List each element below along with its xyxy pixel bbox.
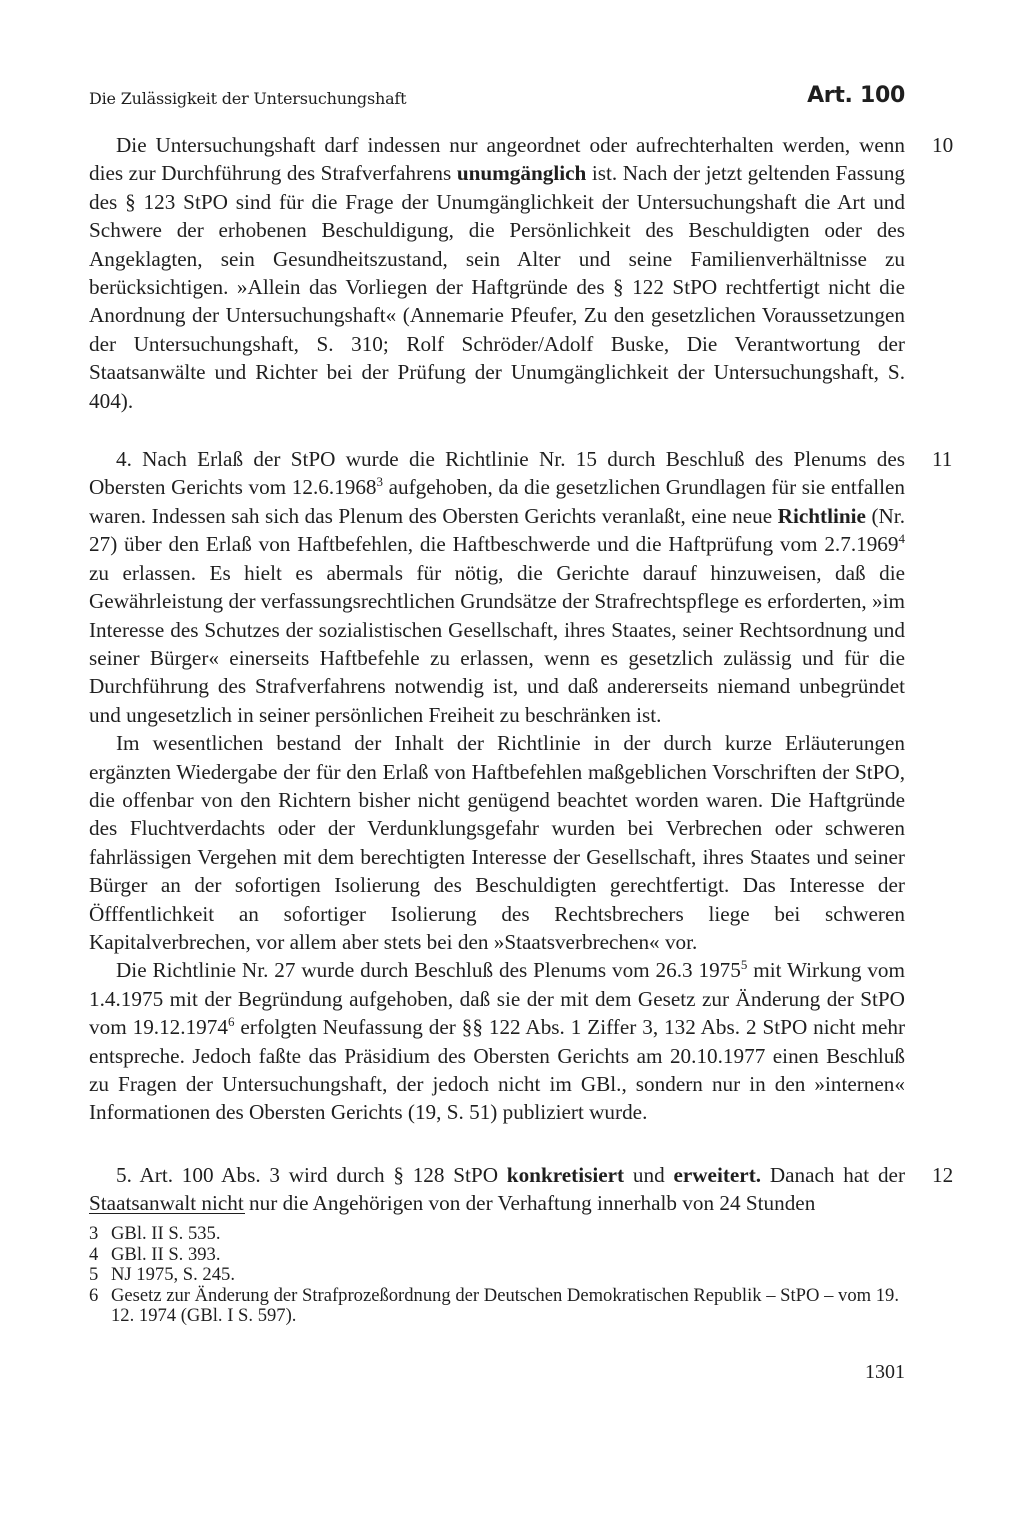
paragraph [89,956,905,1126]
footnote-number: 4 [89,1243,99,1265]
footnote-reference: 3 [376,474,384,490]
text-run: aufgehoben, da die gesetzlichen Grundlagen für sie entfallen waren. Indessen sah sich das Plenum des Obersten Gerichts veranlaßt, eine neue [89,475,905,528]
text-run: erfolgten Neufassung der §§ 122 Abs. 1 Ziffer 3, 132 Abs. 2 StPO nicht mehr entspreche. Jedoch faßte das Präsidium des Obersten Gerichts am 20.10.1977 einen Beschluß zu Fragen der Untersuchungshaft, der jedoch nicht im GBl., sondern nur in den »internen« Informationen des Obersten Gerichts (19, S. 51) publiziert wurde. [89,1015,906,1125]
paragraph [89,445,953,729]
text-run: zu erlassen. Es hielt es abermals für nötig, die Gerichte darauf hinzuweisen, daß die Gewährleistung der verfassungsrechtlichen Grundsätze der Strafrechtspflege es erforderten, »im Interesse des Schutzes der sozialistischen Gesellschaft, ihres Staates, seiner Rechtsordnung und seiner Bürger« einerseits Haftbefehle zu erlassen, wenn es gesetzlich zulässig und für die Durchführung des Strafverfahrens notwendig ist, und daß andererseits niemand unbegründet und ungesetzlich in seiner persönlichen Freiheit zu beschränken ist. [89,560,905,727]
footnote-reference: 6 [227,1014,235,1030]
footnote-number: 5 [89,1264,99,1286]
footnote [89,1265,905,1286]
footnote [89,1245,905,1266]
footnote [89,1286,905,1327]
margin-number: 10 [932,133,954,157]
footnote-reference: 4 [898,531,905,547]
footnote-number: 6 [89,1284,99,1306]
paragraph [89,729,905,956]
body-text [89,131,954,1218]
footnote-text: NJ 1975, S. 245. [111,1264,235,1286]
running-head-title: Die Zulässigkeit der Untersuchungshaft [89,89,407,108]
paragraph [89,131,954,415]
text-run: Die Untersuchungshaft darf indessen nur angeordnet oder aufrechterhalten werden, wenn dies zur Durchführung des Strafverfahrens [89,133,905,186]
emphasized-term: konkretisiert [506,1162,625,1187]
text-run: (Nr. 27) über den Erlaß von Haftbefehlen, die Haftbeschwerde und die Haftprüfung vom 2.7.1969 [89,503,905,557]
text-run: Danach hat der Staatsanwalt nicht nur die Angehörigen von der Verhaftung innerhalb von 24 Stunden [89,1162,906,1216]
margin-number: 12 [932,1162,954,1187]
footnote [89,1224,905,1245]
paragraph [89,1161,954,1218]
footnotes [89,1224,905,1327]
footnote-reference: 5 [740,957,748,973]
text-run: Im wesentlichen bestand der Inhalt der Richtlinie in der durch kurze Erläuterungen ergänzten Wiedergabe der für den Erlaß von Haftbefehlen maßgeblichen Vorschriften der StPO, die offenbar von den Richtern bisher nicht genügend beachtet worden waren. Die Haftgründe des Fluchtverdachts oder der Verdunklungsgefahr wurden bei Verbrechen oder schweren fahrlässigen Vergehen mit dem berechtigten Interesse der Gesellschaft, ihres Staates und seiner Bürger an der sofortigen Isolierung des Beschuldigten gerechtfertigt. Das Interesse der Öfffentlichkeit an sofortiger Isolierung des Rechtsbrechers liege bei schweren Kapitalverbrechen, vor allem aber stets bei den »Staatsverbrechen« vor. [89,731,905,954]
running-header [89,83,905,119]
footnote-text: Gesetz zur Änderung der Strafprozeßordnung der Deutschen Demokratischen Republik – StPO – vom 19. 12. 1974 (GBl. I S. 597). [111,1284,899,1327]
text-run: ist. Nach der jetzt geltenden Fassung des § 123 StPO sind für die Frage der Unumgänglichkeit der Untersuchungshaft die Art und Schwere der erhobenen Beschuldigung, die Persönlichkeit des Beschuldigten oder des Angeklagten, sein Gesundheitszustand, sein Alter und seine Familienverhältnisse zu berücksichtigen. »Allein das Vorliegen der Haftgründe des § 122 StPO rechtfertigt nicht die Anordnung der Untersuchungshaft« (Annemarie Pfeufer, Zu den gesetzlichen Voraussetzungen der Untersuchungshaft, S. 310; Rolf Schröder/Adolf Buske, Die Verantwortung der Staatsanwälte und Richter bei der Prüfung der Unumgänglichkeit der Untersuchungshaft, S. 404). [89,161,906,413]
text-run: Die Richtlinie Nr. 27 wurde durch Beschluß des Plenums vom 26.3 1975 [116,958,741,983]
footnote-number: 3 [89,1223,99,1244]
footnote-separator [89,1213,245,1214]
text-run: 5. Art. 100 Abs. 3 wird durch § 128 StPO [116,1162,507,1187]
emphasized-term: unumgänglich [456,161,587,186]
running-head-article: Art. 100 [807,83,905,108]
emphasized-term: erweitert. [673,1162,762,1187]
footnote-text: GBl. II S. 535. [111,1223,221,1244]
text-run: mit Wirkung vom 1.4.1975 mit der Begründung aufgehoben, daß sie der mit dem Gesetz zur Änderung der StPO vom 19.12.1974 [89,958,905,1040]
page-number: 1301 [865,1361,905,1383]
footnote-text: GBl. II S. 393. [111,1243,221,1265]
margin-number: 11 [932,447,953,472]
text-run: und [624,1162,674,1187]
text-run: 4. Nach Erlaß der StPO wurde die Richtlinie Nr. 15 durch Beschluß des Plenums des Obersten Gerichts vom 12.6.1968 [89,447,905,500]
emphasized-term: Richtlinie [777,503,866,528]
